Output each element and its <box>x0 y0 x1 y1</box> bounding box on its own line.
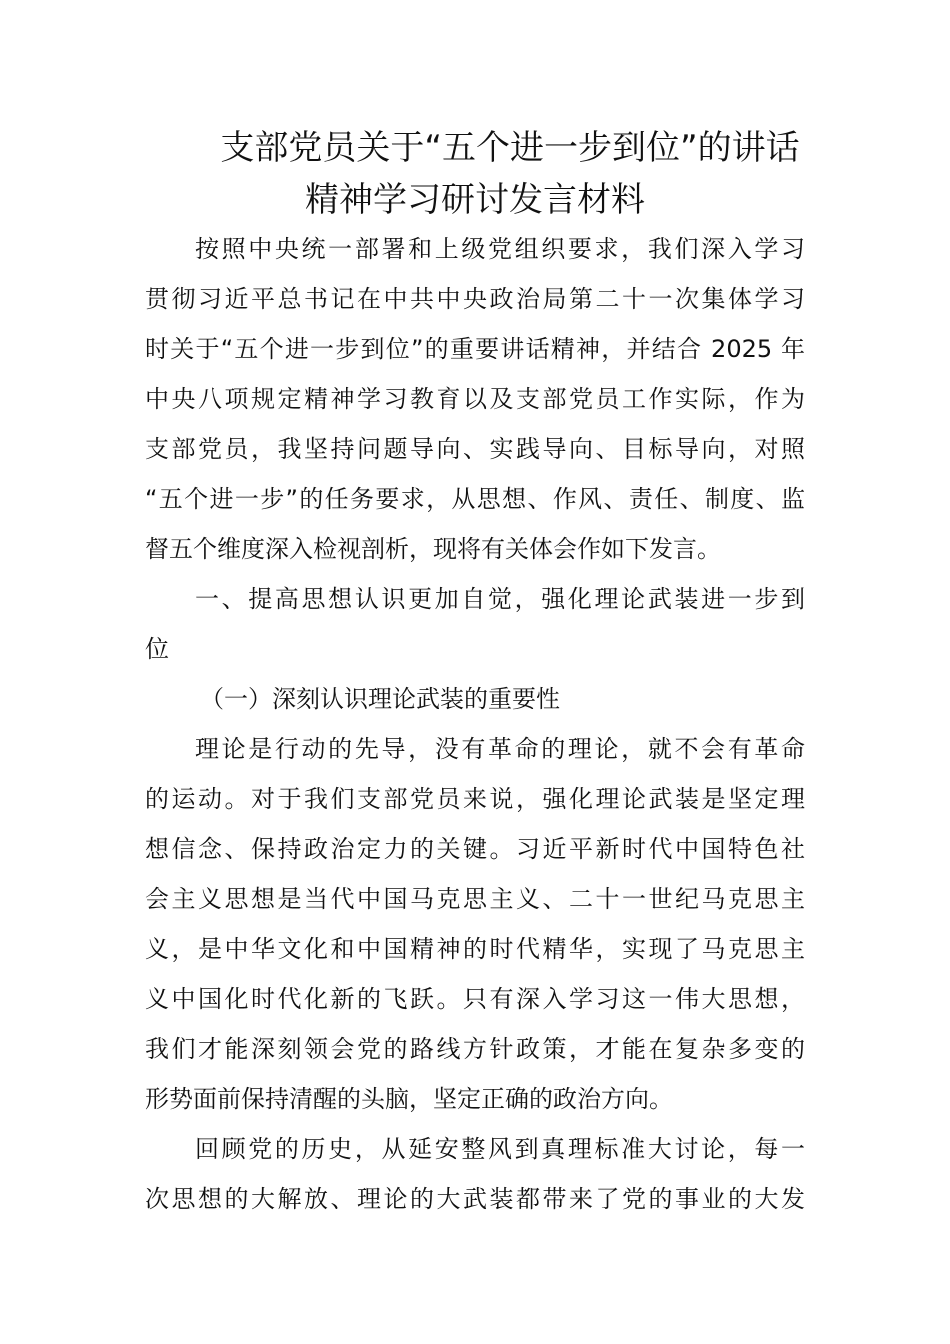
paragraph-line: “五个进一步”的任务要求，从思想、作风、责任、制度、监 <box>145 485 805 513</box>
subsection-heading: （一）深刻认识理论武装的重要性 <box>200 685 560 713</box>
paragraph-line: 次思想的大解放、理论的大武装都带来了党的事业的大发 <box>145 1185 805 1213</box>
paragraph-line: 会主义思想是当代中国马克思主义、二十一世纪马克思主 <box>145 885 805 913</box>
paragraph-line: 回顾党的历史，从延安整风到真理标准大讨论，每一 <box>195 1135 805 1163</box>
section-heading-line: 位 <box>145 635 169 663</box>
paragraph-line: 贯彻习近平总书记在中共中央政治局第二十一次集体学习 <box>145 285 805 313</box>
paragraph-line: 督五个维度深入检视剖析，现将有关体会作如下发言。 <box>145 535 721 563</box>
paragraph-line: 形势面前保持清醒的头脑，坚定正确的政治方向。 <box>145 1085 673 1113</box>
paragraph-line: 我们才能深刻领会党的路线方针政策，才能在复杂多变的 <box>145 1035 805 1063</box>
paragraph-line: 义，是中华文化和中国精神的时代精华，实现了马克思主 <box>145 935 805 963</box>
document-title-line-1: 支部党员关于“五个进一步到位”的讲话 <box>220 128 800 168</box>
section-heading-line: 一、提高思想认识更加自觉，强化理论武装进一步到 <box>195 585 805 613</box>
paragraph-line: 想信念、保持政治定力的关键。习近平新时代中国特色社 <box>145 835 805 863</box>
paragraph-line: 时关于“五个进一步到位”的重要讲话精神，并结合 2025 年 <box>145 335 805 363</box>
document-title-line-2: 精神学习研讨发言材料 <box>305 180 645 220</box>
paragraph-line: 按照中央统一部署和上级党组织要求，我们深入学习 <box>195 235 805 263</box>
paragraph-line: 中央八项规定精神学习教育以及支部党员工作实际，作为 <box>145 385 805 413</box>
paragraph-line: 义中国化时代化新的飞跃。只有深入学习这一伟大思想， <box>145 985 805 1013</box>
paragraph-line: 理论是行动的先导，没有革命的理论，就不会有革命 <box>195 735 805 763</box>
paragraph-line: 的运动。对于我们支部党员来说，强化理论武装是坚定理 <box>145 785 805 813</box>
paragraph-line: 支部党员，我坚持问题导向、实践导向、目标导向，对照 <box>145 435 805 463</box>
